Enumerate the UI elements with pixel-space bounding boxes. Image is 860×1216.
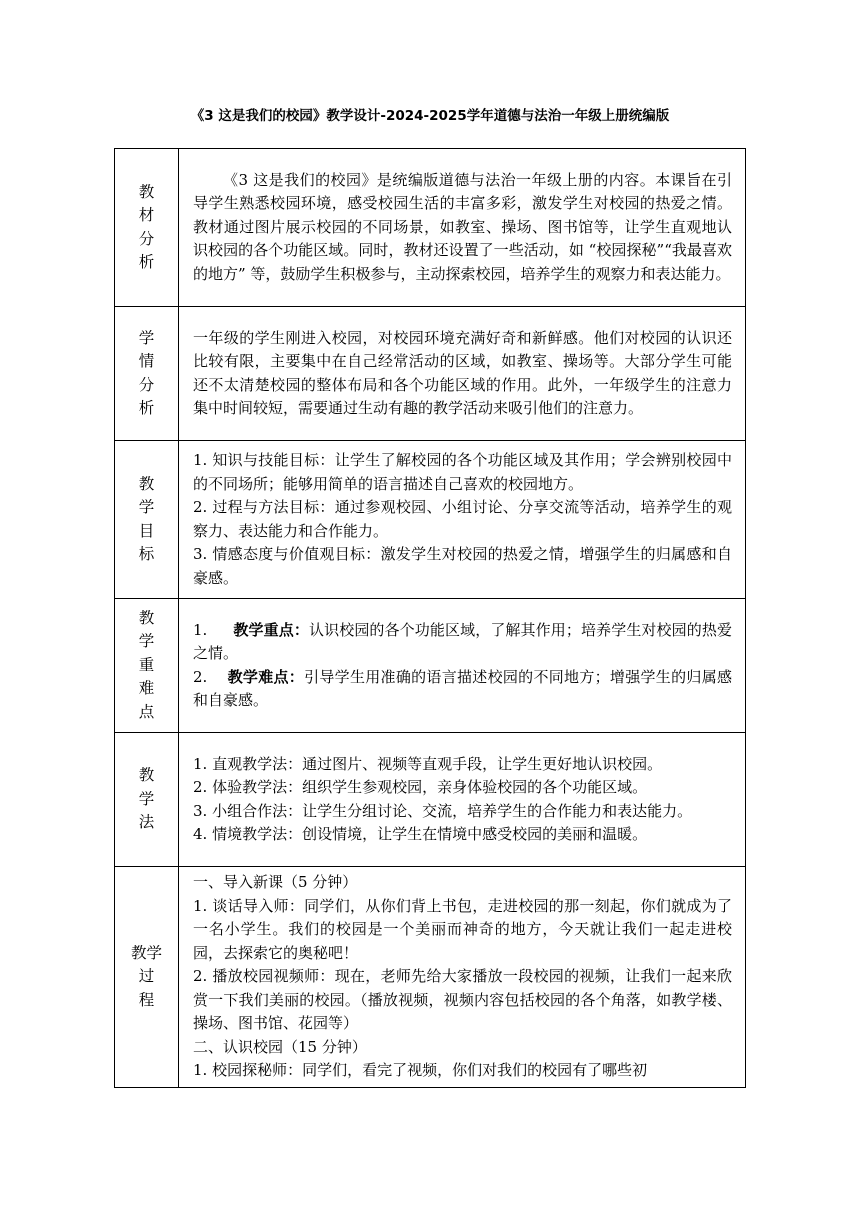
item-number: 2. xyxy=(193,667,208,686)
label-char: 分 xyxy=(138,229,155,248)
process-heading: 二、认识校园（15 分钟） xyxy=(193,1037,367,1056)
row-label xyxy=(115,867,179,1088)
label-char: 教 xyxy=(138,182,155,201)
label-char: 学 xyxy=(138,328,155,347)
item-text: 引导学生用准确的语言描述校园的不同地方；增强学生的归属感和自豪感。 xyxy=(193,667,732,709)
objective-item: 1. 知识与技能目标：让学生了解校园的各个功能区域及其作用；学会辨别校园中的不同场所；能够用简单的语言描述自己喜欢的校园地方。 xyxy=(193,451,732,493)
label-char: 析 xyxy=(138,253,155,271)
row-label xyxy=(115,149,179,307)
process-item: 1. 谈话导入师：同学们，从你们背上书包，走进校园的那一刻起，你们就成为了一名小学生。我们的校园是一个美丽而神奇的地方，今天就让我们一起走进校园，去探索它的奥秘吧！ xyxy=(193,896,732,962)
method-item: 1. 直观教学法：通过图片、视频等直观手段，让学生更好地认识校园。 xyxy=(193,754,663,773)
row-content xyxy=(179,733,746,867)
label-char: 学 xyxy=(138,789,155,808)
objective-item: 3. 情感态度与价值观目标：激发学生对校园的热爱之情，增强学生的归属感和自豪感。 xyxy=(193,545,732,587)
label-char: 法 xyxy=(138,813,155,832)
row-label xyxy=(115,441,179,599)
row-label xyxy=(115,599,179,733)
label-char: 学 xyxy=(138,498,155,516)
method-item: 4. 情境教学法：创设情境，让学生在情境中感受校园的美丽和温暖。 xyxy=(193,825,648,843)
paragraph: 一年级的学生刚进入校园，对校园环境充满好奇和新鲜感。他们对校园的认识还比较有限，主要集中在自己经常活动的区域，如教室、操场等。大部分学生可能还不太清楚校园的整体布局和各个功能区域的作用。此外，一年级学生的注意力集中时间较短，需要通过生动有趣的教学活动来吸引他们的注意力。 xyxy=(193,328,732,417)
label-char: 分 xyxy=(138,375,155,394)
label-char: 过 xyxy=(138,967,155,985)
label-char: 目 xyxy=(138,521,155,540)
label-char: 点 xyxy=(138,702,155,721)
key-point-item xyxy=(193,619,732,666)
row-label xyxy=(115,733,179,867)
paragraph: 《3 这是我们的校园》是统编版道德与法治一年级上册的内容。本课旨在引导学生熟悉校园环境，感受校园生活的丰富多彩，激发学生对校园的热爱之情。教材通过图片展示校园的不同场景，如教室、操场、图书馆等，让学生直观地认识校园的各个功能区域。同时，教材还设置了一些活动，如 “校园探秘”“我最喜欢的地方” 等，鼓励学生积极参与，主动探索校园，培养学生的观察力和表达能力。 xyxy=(193,170,732,283)
label-char: 程 xyxy=(138,990,155,1009)
label-char: 教学 xyxy=(130,943,162,962)
method-item: 2. 体验教学法：组织学生参观校园，亲身体验校园的各个功能区域。 xyxy=(193,778,648,796)
page-title: 《3 这是我们的校园》教学设计-2024-2025学年道德与法治一年级上册统编版 xyxy=(190,108,670,124)
label-char: 教 xyxy=(138,766,155,785)
row-label xyxy=(115,307,179,441)
table-row-teaching-methods xyxy=(115,733,746,867)
item-number: 1. xyxy=(193,620,208,639)
label-char: 学 xyxy=(138,632,155,651)
item-text: 认识校园的各个功能区域，了解其作用；培养学生对校园的热爱之情。 xyxy=(193,620,732,662)
label-char: 材 xyxy=(138,206,155,224)
method-item: 3. 小组合作法：让学生分组讨论、交流，培养学生的合作能力和表达能力。 xyxy=(193,801,693,820)
label-char: 教 xyxy=(138,608,155,627)
label-char: 教 xyxy=(138,474,155,493)
row-content xyxy=(179,441,746,599)
table-row-teaching-process xyxy=(115,867,746,1088)
label-char: 析 xyxy=(138,399,155,417)
row-content xyxy=(179,599,746,733)
process-item: 2. 播放校园视频师：现在，老师先给大家播放一段校园的视频，让我们一起来欣赏一下我们美丽的校园。（播放视频，视频内容包括校园的各个角落，如教学楼、操场、图书馆、花园等） xyxy=(193,967,732,1032)
label-char: 情 xyxy=(138,352,155,370)
row-content xyxy=(179,149,746,307)
item-heading: 教学重点： xyxy=(233,620,309,639)
row-content xyxy=(179,307,746,441)
label-char: 标 xyxy=(138,545,155,563)
table-row-key-points xyxy=(115,599,746,733)
table-row-teaching-objectives xyxy=(115,441,746,599)
process-item: 1. 校园探秘师：同学们，看完了视频，你们对我们的校园有了哪些初 xyxy=(193,1061,648,1079)
table-row-student-analysis xyxy=(115,307,746,441)
objective-item: 2. 过程与方法目标：通过参观校园、小组讨论、分享交流等活动，培养学生的观察力、表达能力和合作能力。 xyxy=(193,498,732,540)
lesson-plan-table xyxy=(114,148,746,1088)
table-row-textbook-analysis xyxy=(115,149,746,307)
process-heading: 一、导入新课（5 分钟） xyxy=(193,873,358,891)
label-char: 难 xyxy=(138,679,155,698)
key-point-item xyxy=(193,666,732,713)
label-char: 重 xyxy=(138,655,155,674)
item-heading: 教学难点： xyxy=(227,667,305,686)
row-content xyxy=(179,867,746,1088)
